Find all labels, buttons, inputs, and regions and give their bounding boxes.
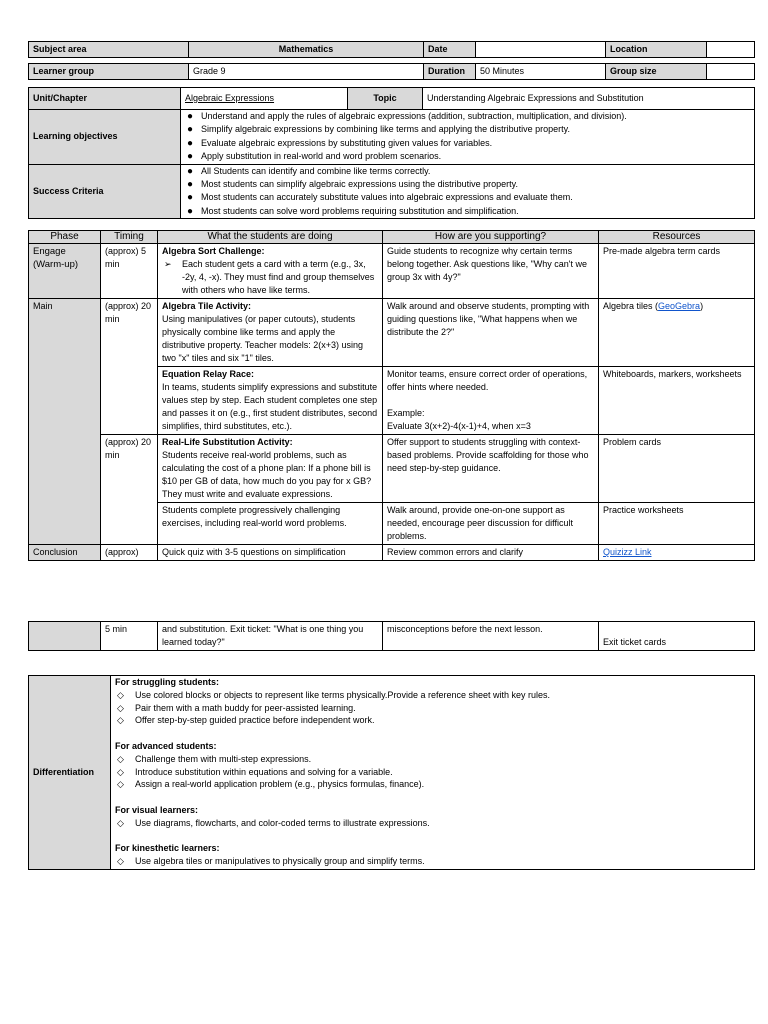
example-text: Evaluate 3(x+2)-4(x-1)+4, when x=3 [387, 421, 531, 431]
item-text: Offer step-by-step guided practice before independent work. [135, 715, 375, 726]
resources-practice: Practice worksheets [599, 503, 755, 545]
item-text: Challenge them with multi-step expressions. [135, 753, 312, 764]
header-table-2 [28, 63, 755, 80]
resources-suffix: ) [700, 301, 704, 311]
differentiation-cell [111, 676, 755, 870]
item-text: Use diagrams, flowcharts, and color-coded terms to illustrate expressions. [135, 817, 430, 828]
list-item [115, 817, 750, 830]
col-header-students: What the students are doing [158, 231, 383, 244]
activity-conclusion: Quick quiz with 3-5 questions on simplification [158, 545, 383, 561]
timing-tile: (approx) 20 min [101, 299, 158, 435]
success-cell [181, 164, 755, 219]
list-item: ● Evaluate algebraic expressions by substituting given values for variables. [183, 137, 752, 150]
topic-label: Topic [348, 88, 423, 110]
unit-table [28, 87, 755, 219]
objectives-list [183, 110, 752, 164]
table-row [29, 435, 755, 503]
kinesthetic-list [115, 855, 750, 868]
phase-continued [29, 622, 101, 651]
objectives-label: Learning objectives [29, 110, 181, 165]
differentiation-label: Differentiation [29, 676, 111, 870]
location-label: Location [606, 42, 707, 58]
diamond-bullet-icon: ◇ [117, 689, 124, 700]
list-item: ● Most students can solve word problems requiring substitution and simplification. [183, 205, 752, 218]
timing-conclusion: (approx) [101, 545, 158, 561]
resources-engage: Pre-made algebra term cards [599, 244, 755, 299]
support-text: Monitor teams, ensure correct order of operations, offer hints where needed. [387, 369, 588, 392]
subject-area-label: Subject area [29, 42, 189, 58]
diamond-bullet-icon: ◇ [117, 856, 124, 867]
activity-practice: Students complete progressively challenging exercises, including real-world word problems. [158, 503, 383, 545]
support-reallife: Offer support to students struggling with context-based problems. Provide scaffolding for those who need step-by-step guidance. [383, 435, 599, 503]
timing-engage: (approx) 5 min [101, 244, 158, 299]
differentiation-table [28, 675, 755, 870]
continued-table [28, 621, 755, 651]
learner-group-label: Learner group [29, 64, 189, 80]
list-item: ● Apply substitution in real-world and word problem scenarios. [183, 150, 752, 163]
list-item: ● Most students can simplify algebraic expressions using the distributive property. [183, 178, 752, 191]
resources-conclusion [599, 545, 755, 561]
success-list [183, 165, 752, 219]
header-table-1 [28, 41, 755, 58]
support-tile: Walk around and observe students, prompting with guiding questions like, "What happens when we distribute the 2?" [383, 299, 599, 367]
visual-list [115, 817, 750, 830]
table-row [29, 622, 755, 651]
timing-reallife: (approx) 20 min [101, 435, 158, 545]
group-heading: For advanced students: [115, 740, 217, 751]
diamond-bullet-icon: ◇ [117, 817, 124, 828]
location-value [707, 42, 755, 58]
table-row [29, 299, 755, 367]
resources-continued: Exit ticket cards [599, 622, 755, 651]
group-heading: For struggling students: [115, 677, 219, 687]
activity-text: Using manipulatives (or paper cutouts), students physically combine like terms and apply the distributive property. Teacher models: 2(x+3) using two "x" tiles and six "1" tiles. [162, 314, 364, 363]
support-engage: Guide students to recognize why certain terms belong together. Ask questions like, "Why can't we group 3x with 4y?" [383, 244, 599, 299]
lesson-plan-table [28, 230, 755, 561]
support-relay [383, 367, 599, 435]
list-item: ● All Students can identify and combine like terms correctly. [183, 165, 752, 178]
item-text: Assign a real-world application problem (e.g., physics formulas, finance). [135, 779, 425, 790]
group-size-value [707, 64, 755, 80]
subject-area-value: Mathematics [189, 42, 424, 58]
list-item: ● Most students can accurately substitute values into algebraic expressions and evaluate them. [183, 191, 752, 204]
unit-label: Unit/Chapter [29, 88, 181, 110]
phase-main: Main [29, 299, 101, 545]
activity-title: Equation Relay Race: [162, 369, 255, 379]
activity-title: Algebra Tile Activity: [162, 301, 252, 311]
list-item [115, 766, 750, 779]
phase-engage: Engage (Warm-up) [29, 244, 101, 299]
activity-continued: and substitution. Exit ticket: "What is one thing you learned today?" [158, 622, 383, 651]
activity-relay [158, 367, 383, 435]
item-text: Use algebra tiles or manipulatives to physically group and simplify terms. [135, 856, 425, 867]
activity-title: Algebra Sort Challenge: [162, 246, 265, 256]
support-practice: Walk around, provide one-on-one support as needed, encourage peer discussion for difficult problems. [383, 503, 599, 545]
objectives-cell [181, 110, 755, 165]
activity-tile [158, 299, 383, 367]
col-header-timing: Timing [101, 231, 158, 244]
list-item [115, 689, 750, 702]
group-size-label: Group size [606, 64, 707, 80]
example-label: Example: [387, 408, 425, 418]
list-item: ● Simplify algebraic expressions by combining like terms and applying the distributive property. [183, 123, 752, 136]
date-label: Date [424, 42, 476, 58]
phase-conclusion: Conclusion [29, 545, 101, 561]
diamond-bullet-icon: ◇ [117, 715, 124, 726]
list-item [115, 778, 750, 791]
list-item [115, 702, 750, 715]
item-text: Introduce substitution within equations and solving for a variable. [135, 766, 393, 777]
group-heading: For visual learners: [115, 804, 199, 815]
struggling-list [115, 689, 750, 727]
activity-text: Students receive real-world problems, such as calculating the cost of a phone plan: If a phone bill is $10 per GB of data, how much do you pay for x GB? They must write and evaluate expressions. [162, 450, 372, 499]
diamond-bullet-icon: ◇ [117, 779, 124, 790]
arrow-bullet-icon: ➢ [164, 259, 172, 269]
diamond-bullet-icon: ◇ [117, 753, 124, 764]
list-item [162, 258, 378, 297]
item-text: Pair them with a math buddy for peer-assisted learning. [135, 702, 356, 713]
col-header-resources: Resources [599, 231, 755, 244]
resources-tile [599, 299, 755, 367]
activity-text: Each student gets a card with a term (e.g., 3x, -2y, 4, -x). They must find and group themselves with others who have like terms. [182, 259, 375, 295]
item-text: Use colored blocks or objects to represent like terms physically.Provide a reference sheet with key rules. [135, 689, 551, 700]
diamond-bullet-icon: ◇ [117, 702, 124, 713]
duration-value: 50 Minutes [476, 64, 606, 80]
list-item [115, 855, 750, 868]
diamond-bullet-icon: ◇ [117, 766, 124, 777]
activity-reallife [158, 435, 383, 503]
table-row [29, 545, 755, 561]
success-label: Success Criteria [29, 164, 181, 219]
support-continued: misconceptions before the next lesson. [383, 622, 599, 651]
quizizz-link[interactable]: Quizizz Link [603, 547, 652, 557]
advanced-list [115, 753, 750, 791]
resources-reallife: Problem cards [599, 435, 755, 503]
geogebra-link[interactable]: GeoGebra [658, 301, 701, 311]
activity-text: In teams, students simplify expressions and substitute values step by step. Each student completes one step and passes it on (e.g., first student distributes, second simplifies, third substitutes, etc.). [162, 382, 378, 431]
support-conclusion: Review common errors and clarify [383, 545, 599, 561]
activity-title: Real-Life Substitution Activity: [162, 437, 293, 447]
duration-label: Duration [424, 64, 476, 80]
col-header-support: How are you supporting? [383, 231, 599, 244]
list-item: ● Understand and apply the rules of algebraic expressions (addition, subtraction, multiplication, and division). [183, 110, 752, 123]
group-heading: For kinesthetic learners: [115, 843, 220, 854]
resources-prefix: Algebra tiles ( [603, 301, 659, 311]
table-row [29, 244, 755, 299]
list-item [115, 714, 750, 727]
unit-value: Algebraic Expressions [181, 88, 348, 110]
list-item [115, 753, 750, 766]
learner-group-value: Grade 9 [189, 64, 424, 80]
resources-relay: Whiteboards, markers, worksheets [599, 367, 755, 435]
activity-engage [158, 244, 383, 299]
topic-value: Understanding Algebraic Expressions and Substitution [423, 88, 755, 110]
timing-continued: 5 min [101, 622, 158, 651]
col-header-phase: Phase [29, 231, 101, 244]
date-value [476, 42, 606, 58]
